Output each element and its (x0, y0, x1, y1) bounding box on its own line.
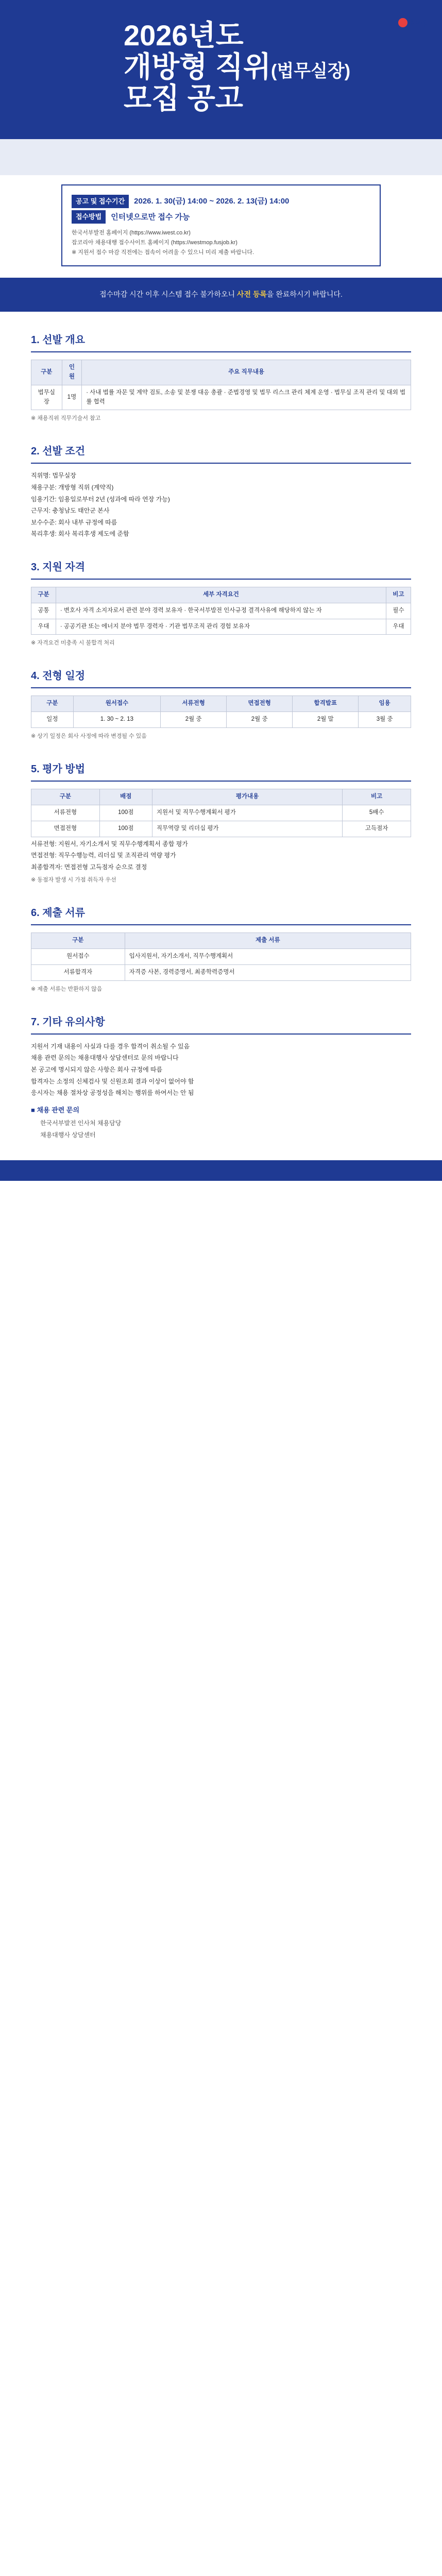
table-cell: 5배수 (343, 805, 411, 821)
contact-list (31, 1118, 411, 1140)
logo-mark (398, 18, 407, 27)
section-title: 4. 전형 일정 (31, 668, 411, 688)
evaluation-list (31, 839, 411, 872)
table-cell: · 사내 법률 자문 및 계약 검토, 소송 및 분쟁 대응 총괄 · 준법경영 및 법무 리스크 관리 체계 운영 · 법무실 조직 관리 및 대외 법률 협력 (82, 385, 411, 410)
list-item: 본 공고에 명시되지 않은 사항은 회사 규정에 따름 (31, 1066, 163, 1074)
title-line1: 개방형 직위 (124, 50, 271, 83)
list-item: 보수수준: 회사 내부 규정에 따름 (31, 518, 117, 526)
table-row (31, 965, 411, 981)
table-cell: 원서접수 (31, 949, 125, 965)
table-cell: 일정 (31, 712, 74, 728)
list-item: 임용기간: 임용일로부터 2년 (성과에 따라 연장 가능) (31, 495, 170, 503)
title-line1-sub: (법무실장) (271, 61, 351, 81)
table-cell: 면접전형 (31, 821, 100, 837)
list-item: 서류전형: 지원서, 자기소개서 및 직무수행계획서 종합 평가 (31, 840, 188, 848)
table-cell: 2월 중 (161, 712, 227, 728)
list-item: 채용 관련 문의는 채용대행사 상담센터로 문의 바랍니다 (31, 1054, 179, 1062)
table-cell: 자격증 사본, 경력증명서, 최종학력증명서 (125, 965, 411, 981)
table-cell: 1명 (62, 385, 82, 410)
table-cell: 1. 30 ~ 2. 13 (73, 712, 160, 728)
banner-text-2: 을 완료하시기 바랍니다. (266, 290, 343, 299)
title-year: 2026년도 (124, 19, 244, 52)
section-title: 7. 기타 유의사항 (31, 1014, 411, 1035)
period-row-2 (72, 210, 370, 224)
table-header: 면접전형 (227, 696, 293, 712)
table-cell: 입사지원서, 자기소개서, 직무수행계획서 (125, 949, 411, 965)
table-header: 비고 (386, 587, 411, 603)
list-item: 면접전형: 직무수행능력, 리더십 및 조직관리 역량 평가 (31, 852, 176, 859)
period-notes (72, 229, 370, 257)
table-header: 비고 (343, 789, 411, 805)
recruitment-notice (0, 0, 442, 1181)
period-value-1: 2026. 1. 30(금) 14:00 ~ 2026. 2. 13(금) 14:00 (134, 197, 290, 206)
list-item: 채용구분: 개방형 직위 (계약직) (31, 484, 114, 491)
table-cell: 직무역량 및 리더십 평가 (152, 821, 342, 837)
table-cell: 서류전형 (31, 805, 100, 821)
title-line2: 모집 공고 (124, 82, 243, 115)
table-header: 구분 (31, 696, 74, 712)
table-header: 원서접수 (73, 696, 160, 712)
section-title: 1. 선발 개요 (31, 332, 411, 352)
section-5 (0, 761, 442, 885)
condition-list (31, 471, 411, 539)
list-item: 지원서 기재 내용이 사실과 다를 경우 합격이 취소될 수 있음 (31, 1042, 190, 1050)
header (0, 0, 442, 175)
table-cell: 100점 (99, 821, 152, 837)
period-label-2: 접수방법 (72, 210, 106, 224)
notes-list (31, 1042, 411, 1098)
section-note: ※ 채용직위 직무기술서 참고 (31, 415, 101, 422)
table-row (31, 619, 411, 635)
table-cell: 우대 (386, 619, 411, 635)
documents-table (31, 933, 411, 980)
table-cell: 고득점자 (343, 821, 411, 837)
period-value-2: 인터넷으로만 접수 가능 (111, 212, 190, 222)
table-cell: · 변호사 자격 소지자로서 관련 분야 경력 보유자 · 한국서부발전 인사규정 결격사유에 해당하지 않는 자 (56, 603, 386, 619)
table-header: 서류전형 (161, 696, 227, 712)
section-note: ※ 제출 서류는 반환하지 않음 (31, 986, 103, 992)
period-note[interactable]: 잡코리아 채용대행 접수사이트 홈페이지 (https://westmop.fusjob.kr) (72, 240, 237, 246)
overview-table (31, 360, 411, 410)
table-header: 배점 (99, 789, 152, 805)
table-row (31, 821, 411, 837)
table-cell: 100점 (99, 805, 152, 821)
contact-title: ■ 채용 관련 문의 (31, 1106, 80, 1114)
table-header: 평가내용 (152, 789, 342, 805)
section-title: 6. 제출 서류 (31, 905, 411, 925)
section-1 (0, 332, 442, 423)
table-cell: · 공공기관 또는 에너지 분야 법무 경력자 · 기관 법무조직 관리 경험 보유자 (56, 619, 386, 635)
title-block (124, 21, 350, 114)
logo-text: kwp (410, 17, 429, 27)
banner-text-1: 접수마감 시간 이후 시스템 접수 불가하오니 (99, 290, 237, 299)
section-note: ※ 동점자 발생 시 가점 취득자 우선 (31, 877, 116, 884)
section-title: 5. 평가 방법 (31, 761, 411, 782)
period-note: ※ 지원서 접수 마감 직전에는 접속이 어려울 수 있으니 미리 제출 바랍니다. (72, 249, 254, 256)
list-item: 최종합격자: 면접전형 고득점자 순으로 결정 (31, 863, 147, 871)
section-3 (0, 560, 442, 648)
table-cell: 공통 (31, 603, 56, 619)
banner-highlight: 사전 등록 (236, 290, 267, 299)
period-box (61, 184, 381, 266)
table-header: 제출 서류 (125, 933, 411, 949)
table-cell: 법무실장 (31, 385, 62, 410)
table-cell: 지원서 및 직무수행계획서 평가 (152, 805, 342, 821)
table-header: 구분 (31, 587, 56, 603)
list-item: 직위명: 법무실장 (31, 472, 76, 480)
contact-item: 한국서부발전 인사처 채용담당 (40, 1119, 122, 1127)
list-item: 근무지: 충청남도 태안군 본사 (31, 507, 110, 515)
table-header: 구분 (31, 789, 100, 805)
notice-banner (0, 278, 442, 312)
list-item: 응시자는 채용 절차상 공정성을 해치는 행위를 하여서는 안 됨 (31, 1089, 194, 1097)
table-cell: 서류합격자 (31, 965, 125, 981)
table-header: 구분 (31, 360, 62, 385)
logo (398, 15, 429, 30)
contact-item: 채용대행사 상담센터 (40, 1131, 96, 1139)
table-cell: 2월 중 (227, 712, 293, 728)
section-note: ※ 상기 일정은 회사 사정에 따라 변경될 수 있음 (31, 733, 147, 740)
section-note: ※ 자격요건 미충족 시 불합격 처리 (31, 640, 115, 647)
table-cell: 3월 중 (359, 712, 411, 728)
section-2 (0, 444, 442, 539)
period-row-1 (72, 195, 370, 208)
footer-bar (0, 1160, 442, 1181)
table-header: 합격발표 (293, 696, 359, 712)
header-band (0, 139, 442, 175)
table-row (31, 712, 411, 728)
table-row (31, 385, 411, 410)
period-label-1: 공고 및 접수기간 (72, 195, 129, 208)
table-cell: 필수 (386, 603, 411, 619)
section-4 (0, 668, 442, 741)
table-header: 세부 자격요건 (56, 587, 386, 603)
table-header: 임용 (359, 696, 411, 712)
section-title: 3. 지원 자격 (31, 560, 411, 580)
qualification-table (31, 587, 411, 635)
list-item: 합격자는 소정의 신체검사 및 신원조회 결과 이상이 없어야 함 (31, 1077, 194, 1085)
table-header: 주요 직무내용 (82, 360, 411, 385)
list-item: 복리후생: 회사 복리후생 제도에 준함 (31, 530, 129, 538)
section-title: 2. 선발 조건 (31, 444, 411, 464)
section-6 (0, 905, 442, 993)
table-row (31, 805, 411, 821)
period-note[interactable]: 한국서부발전 홈페이지 (https://www.iwest.co.kr) (72, 230, 191, 236)
table-row (31, 603, 411, 619)
schedule-table (31, 696, 411, 728)
evaluation-table (31, 789, 411, 837)
title-main (124, 51, 350, 83)
section-7 (0, 1014, 442, 1140)
table-cell: 2월 말 (293, 712, 359, 728)
table-header: 구분 (31, 933, 125, 949)
table-header: 인원 (62, 360, 82, 385)
table-cell: 우대 (31, 619, 56, 635)
table-row (31, 949, 411, 965)
